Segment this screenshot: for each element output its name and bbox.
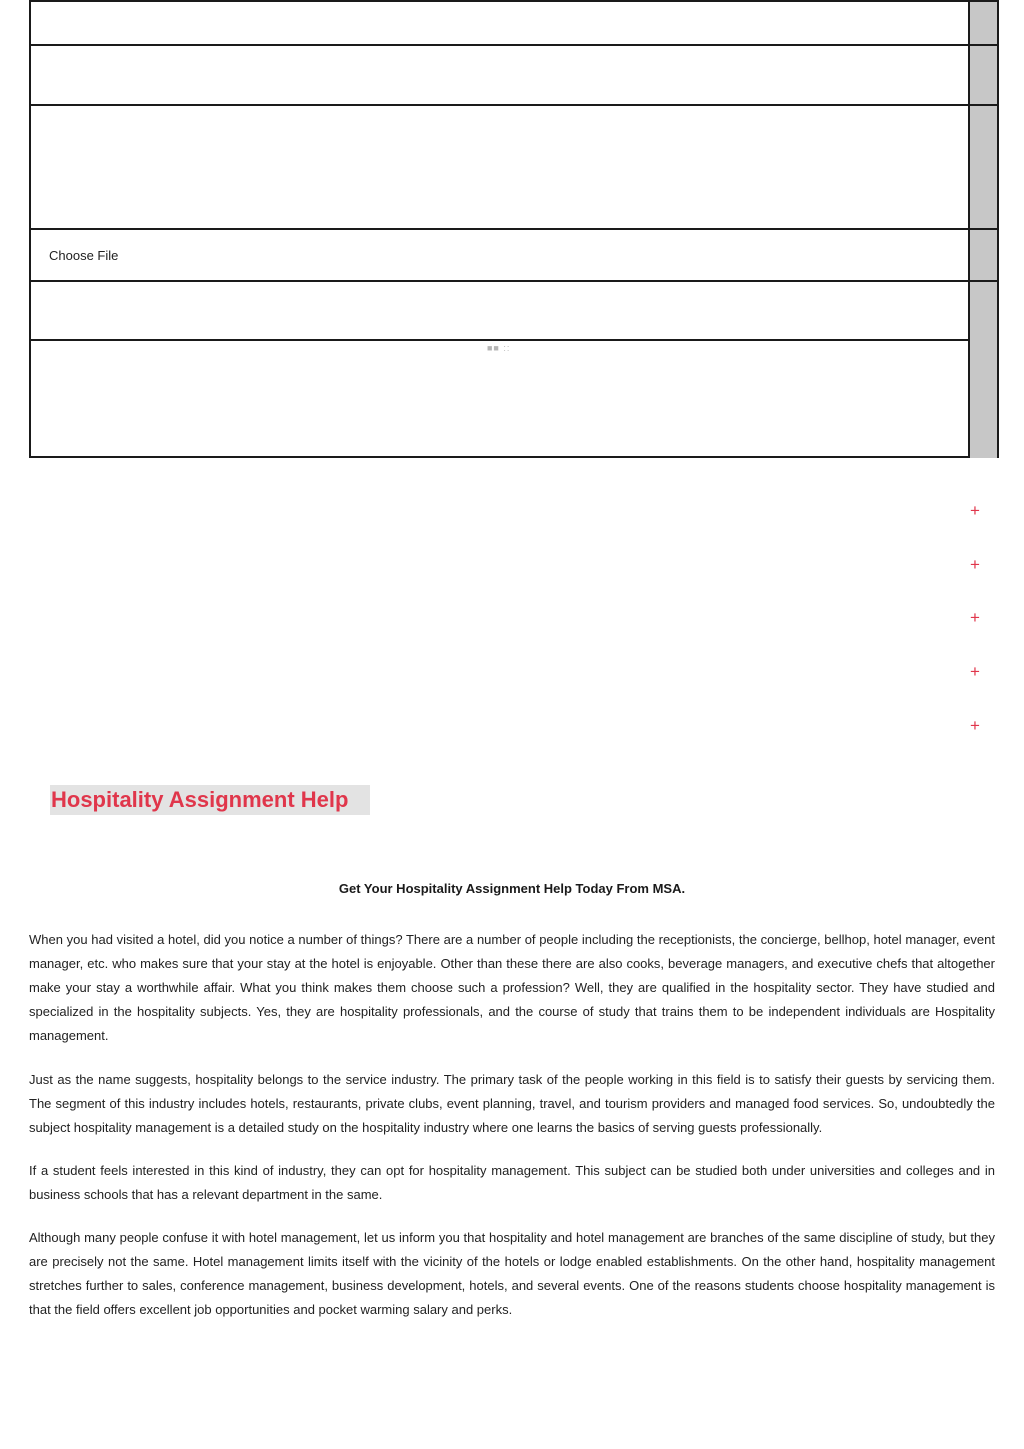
article-paragraph: When you had visited a hotel, did you notice a number of things? There are a number of people including the receptionists, the concierge, bellhop, hotel manager, event manager, etc. who makes sure that your stay at the hotel is enjoyable. Other than these there are also cooks, beverage managers, and executive chefs that altogether make your stay a worthwhile affair. What you think makes them choose such a profession? Well, they are qualified in the hospitality sector. They have studied and specialized in the hospitality subjects. Yes, they are hospitality professionals, and the course of study that trains them to be independent individuals are Hospitality management. [29,932,995,1043]
article-subheading: Get Your Hospitality Assignment Help Today From MSA. [338,881,686,896]
plus-icon[interactable]: + [970,501,980,520]
form-row-5[interactable] [31,282,970,341]
right-cell-5 [970,282,997,458]
right-cell-1 [970,2,997,46]
title-box [50,785,370,815]
form-table [29,0,999,458]
file-upload-row [31,230,970,282]
article-paragraph: If a student feels interested in this kind of industry, they can opt for hospitality management. This subject can be studied both under universities and colleges and in business schools that has a relevant department in the same. [29,1163,995,1202]
right-cell-3 [970,106,997,230]
plus-icon[interactable]: + [970,662,980,681]
form-row-1[interactable] [31,2,970,46]
right-cell-4 [970,230,997,282]
article-paragraph: Although many people confuse it with hotel management, let us inform you that hospitality and hotel management are branches of the same discipline of study, but they are precisely not the same. Hotel management limits itself with the vicinity of the hotels or lodge enabled establishments. On the other hand, hospitality management stretches further to sales, conference management, business development, hotels, and several events. One of the reasons students choose hospitality management is that the field offers excellent job opportunities and pocket warming salary and perks. [29,1230,995,1317]
form-row-3[interactable] [31,106,970,230]
plus-icon[interactable]: + [970,608,980,627]
drag-handle-icon[interactable]: ■■ :: [487,343,511,353]
page-title: Hospitality Assignment Help [51,787,349,812]
choose-file-button[interactable]: Choose File [49,248,119,263]
plus-icon[interactable]: + [970,555,980,574]
form-row-2[interactable] [31,46,970,106]
form-row-6[interactable] [31,341,970,458]
right-column [968,2,997,456]
article-paragraph: Just as the name suggests, hospitality belongs to the service industry. The primary task of the people working in this field is to satisfy their guests by servicing them. The segment of this industry includes hotels, restaurants, private clubs, event planning, travel, and tourism providers and managed food services. So, undoubtedly the subject hospitality management is a detailed study on the hospitality industry where one learns the basics of serving guests professionally. [29,1072,995,1135]
plus-icon[interactable]: + [970,716,980,735]
right-cell-2 [970,46,997,106]
